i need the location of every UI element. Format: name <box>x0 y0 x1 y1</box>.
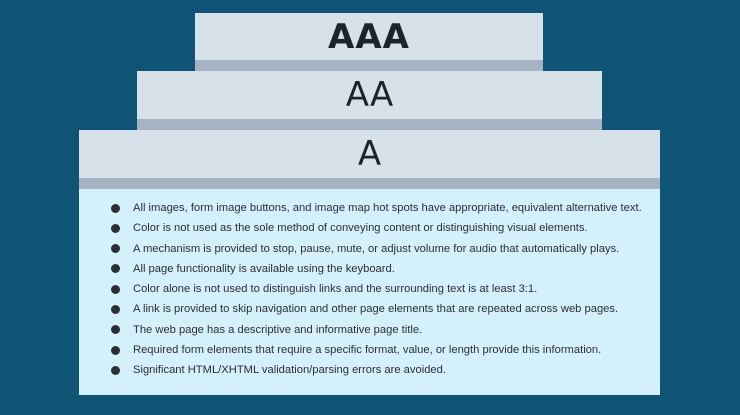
tier-aa-face <box>137 71 602 119</box>
criteria-text: All page functionality is available using the keyboard. <box>133 262 395 275</box>
tier-aa <box>137 71 602 130</box>
criteria-item <box>109 320 649 340</box>
criteria-text: Required form elements that require a specific format, value, or length provide this information. <box>133 344 602 357</box>
criteria-item <box>109 239 649 259</box>
tier-aaa-band <box>195 60 543 71</box>
tier-a-face <box>79 130 660 178</box>
tier-a-band <box>79 178 660 189</box>
bullet-icon <box>111 224 120 233</box>
tier-a <box>79 130 660 395</box>
bullet-icon <box>111 305 120 314</box>
bullet-icon <box>111 204 120 213</box>
criteria-list <box>109 198 649 381</box>
criteria-item <box>109 340 649 360</box>
tier-a-label: A <box>357 134 382 174</box>
tier-aaa-face <box>195 13 543 60</box>
bullet-icon <box>111 325 120 334</box>
criteria-item <box>109 299 649 319</box>
bullet-icon <box>111 366 120 375</box>
criteria-item <box>109 279 649 299</box>
tier-aaa-label: AAA <box>328 16 410 57</box>
tier-aa-label: AA <box>345 75 394 115</box>
criteria-text: Color alone is not used to distinguish links and the surrounding text is at least 3:1. <box>133 283 538 296</box>
tier-aa-band <box>137 119 602 130</box>
tier-aaa <box>195 13 543 71</box>
criteria-item <box>109 198 649 218</box>
criteria-text: A mechanism is provided to stop, pause, mute, or adjust volume for audio that automatically plays. <box>133 242 620 255</box>
bullet-icon <box>111 244 120 253</box>
criteria-text: A link is provided to skip navigation and other page elements that are repeated across web pages. <box>133 303 619 316</box>
bullet-icon <box>111 264 120 273</box>
criteria-item <box>109 360 649 380</box>
criteria-text: Color is not used as the sole method of conveying content or distinguishing visual elements. <box>133 222 588 235</box>
criteria-text: The web page has a descriptive and informative page title. <box>133 323 423 336</box>
criteria-text: Significant HTML/XHTML validation/parsing errors are avoided. <box>133 364 446 377</box>
criteria-item <box>109 218 649 238</box>
bullet-icon <box>111 346 120 355</box>
bullet-icon <box>111 285 120 294</box>
criteria-item <box>109 259 649 279</box>
criteria-text: All images, form image buttons, and image map hot spots have appropriate, equivalent alternative text. <box>133 202 642 214</box>
